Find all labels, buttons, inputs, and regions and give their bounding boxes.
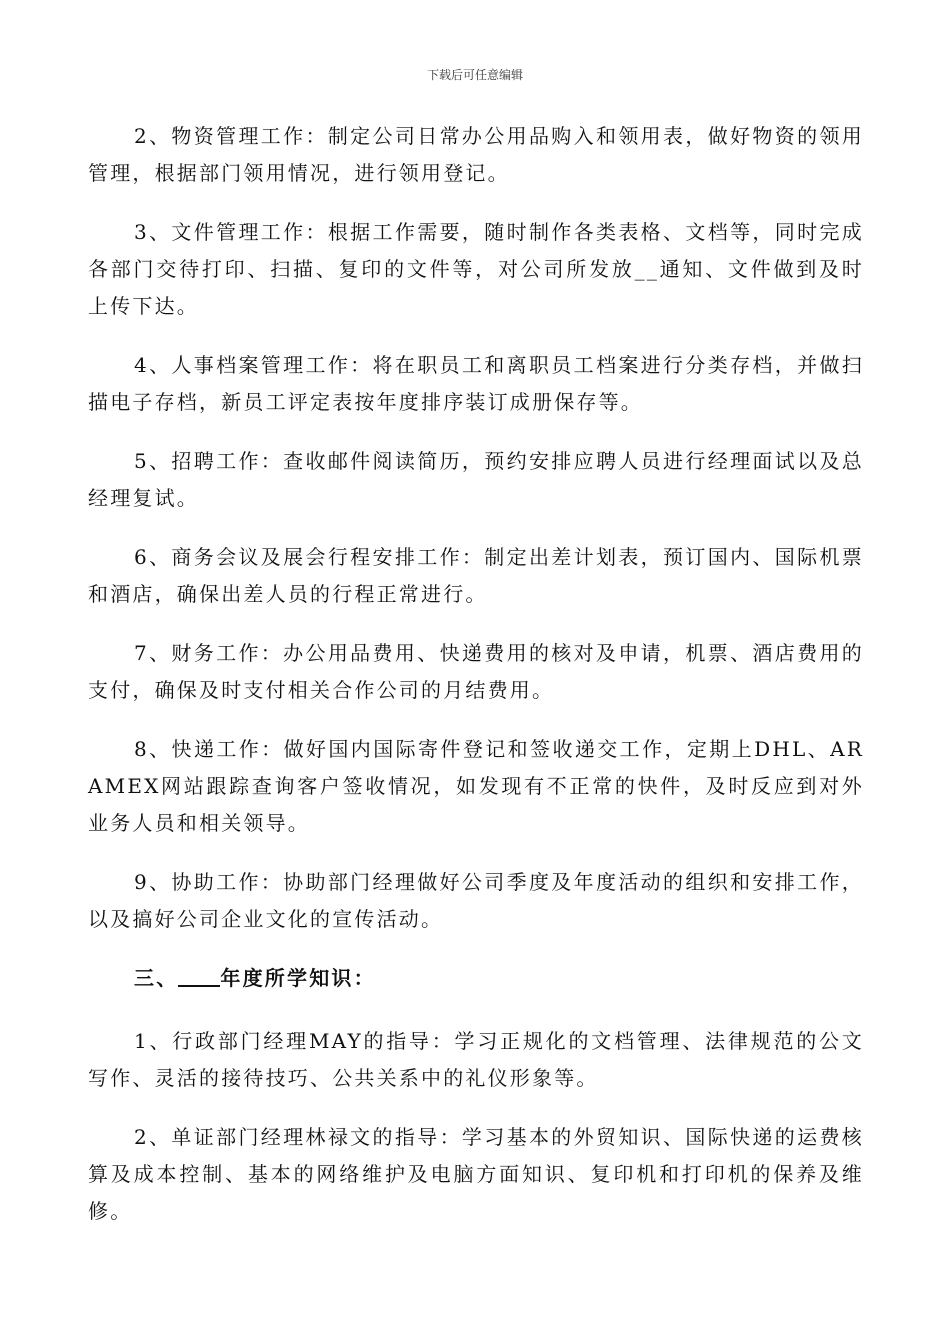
paragraph-file-management: 3、文件管理工作：根据工作需要，随时制作各类表格、文档等，同时完成各部门交待打印、扫描、复印的文件等，对公司所发放__通知、文件做到及时上传下达。 — [88, 220, 864, 318]
section-heading-prefix: 三、 — [134, 966, 179, 990]
paragraph-business-travel: 6、商务会议及展会行程安排工作：制定出差计划表，预订国内、国际机票和酒店，确保出差人员的行程正常进行。 — [88, 545, 864, 606]
paragraph-assistance: 9、协助工作：协助部门经理做好公司季度及年度活动的组织和安排工作，以及搞好公司企业文化的宣传活动。 — [88, 870, 864, 931]
page-header: 下载后可任意编辑 — [426, 68, 523, 82]
document-body — [88, 118, 864, 1252]
paragraph-admin-guidance: 1、行政部门经理MAY的指导：学习正规化的文档管理、法律规范的公文写作、灵活的接待技巧、公共关系中的礼仪形象等。 — [88, 1029, 864, 1090]
paragraph-documents-guidance: 2、单证部门经理林禄文的指导：学习基本的外贸知识、国际快递的运费核算及成本控制、基本的网络维护及电脑方面知识、复印机和打印机的保养及维修。 — [88, 1125, 864, 1223]
paragraph-recruitment: 5、招聘工作：查收邮件阅读简历，预约安排应聘人员进行经理面试以及总经理复试。 — [88, 449, 864, 510]
section-heading-knowledge — [88, 960, 864, 997]
section-heading-suffix: 年度所学知识： — [220, 966, 376, 990]
blank-underline — [178, 963, 220, 987]
paragraph-finance: 7、财务工作：办公用品费用、快递费用的核对及申请，机票、酒店费用的支付，确保及时支付相关合作公司的月结费用。 — [88, 641, 864, 702]
paragraph-personnel-archives: 4、人事档案管理工作：将在职员工和离职员工档案进行分类存档，并做扫描电子存档，新员工评定表按年度排序装订成册保存等。 — [88, 353, 864, 414]
paragraph-courier: 8、快递工作：做好国内国际寄件登记和签收递交工作，定期上DHL、ARAMEX网站跟踪查询客户签收情况，如发现有不正常的快件，及时反应到对外业务人员和相关领导。 — [88, 737, 864, 835]
paragraph-supplies-management: 2、物资管理工作：制定公司日常办公用品购入和领用表，做好物资的领用管理，根据部门领用情况，进行领用登记。 — [88, 124, 864, 185]
